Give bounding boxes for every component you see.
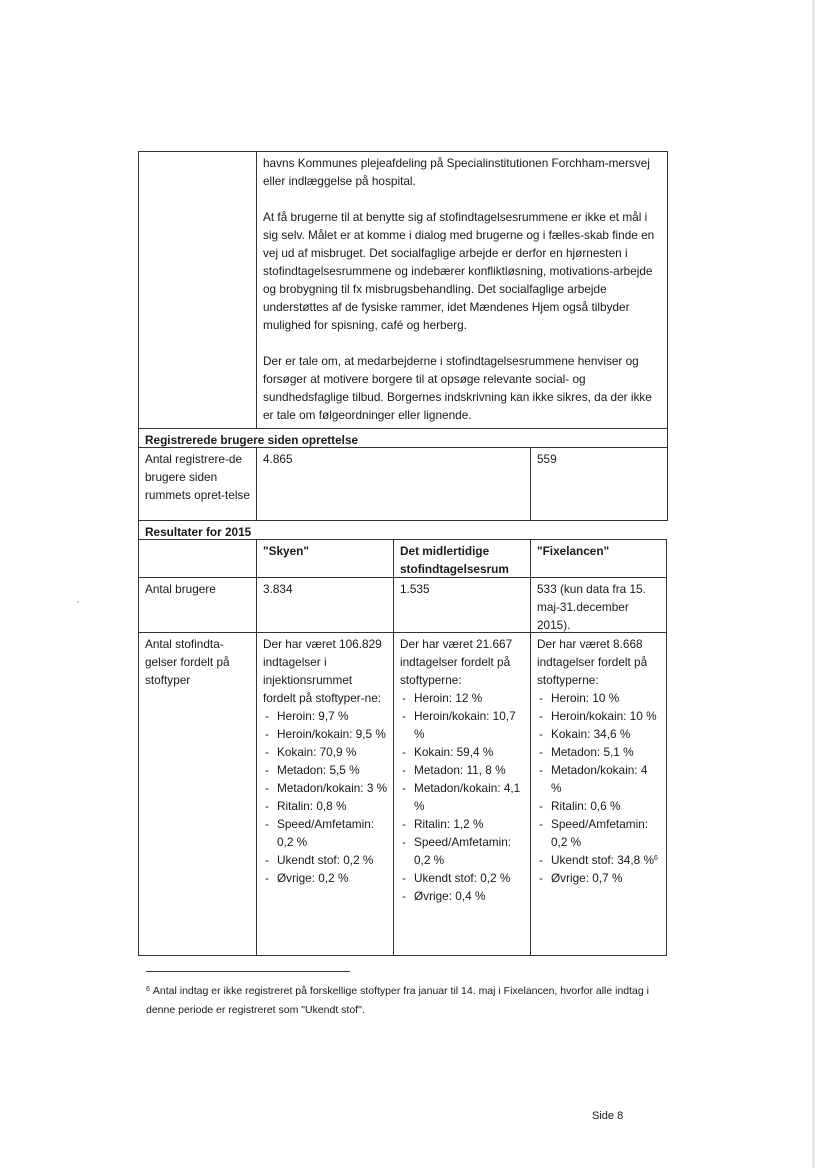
intakes-skyen-cell [257,633,393,955]
list-item: - Speed/Amfetamin: 0,2 % [263,815,388,851]
footnote-number: 6 [146,986,150,993]
footnote-reference[interactable]: 6 [653,855,658,862]
intakes-fixelancen-cell [531,633,666,955]
registered-heading: Registrerede brugere siden oprettelse [145,433,359,447]
footnote [146,982,666,1020]
footnote-text: Antal indtag er ikke registreret på forskellige stoftyper fra januar til 14. maj i Fixelancen, hvorfor alle indtag i denne periode er registreret som "Ukendt stof". [146,985,649,1016]
registered-value-1: 4.865 [263,452,293,466]
users-row-label: Antal brugere [145,582,216,596]
table-border-right-upper [667,151,668,521]
list-item: - Ritalin: 0,8 % [263,797,388,815]
list-item-text: Ukendt stof: 34,8 % [551,853,654,867]
list-item: - Ukendt stof: 0,2 % [400,869,525,887]
list-item: - Heroin: 9,7 % [263,707,388,725]
intro-paragraph-2: At få brugerne til at benytte sig af stofindtagelsesrummene er ikke et mål i sig selv. Målet er at komme i dialog med brugerne og i fælles-skab finde en vej ud af misbruget. Det socialfaglige arbejde er derfor en hjørnesten i stofindtagelsesrummene og indebærer konfliktløsning, motivations-arbejde og brobygning til fx misbrugsbehandling. Det socialfaglige arbejde understøttes af de fysiske rammer, idet Mændenes Hjem også tilbyder mulighed for spisning, café og herberg. [263,210,655,332]
list-item: - Heroin: 10 % [537,689,661,707]
list-item: - Metadon/kokain: 4 % [537,761,661,797]
list-item: - Metadon: 5,1 % [537,743,661,761]
list-item: - Speed/Amfetamin: 0,2 % [400,833,525,869]
users-midlertidige: 1.535 [400,582,430,596]
col-header-skyen: "Skyen" [263,544,309,558]
list-item: - Metadon/kokain: 4,1 % [400,779,525,815]
list-item: - Øvrige: 0,2 % [263,869,388,887]
list-item: - Øvrige: 0,7 % [537,869,661,887]
list-item: - Heroin/kokain: 9,5 % [263,725,388,743]
list-item: - Ritalin: 0,6 % [537,797,661,815]
intakes-midlertidige-cell [394,633,530,955]
list-item: - Kokain: 34,6 % [537,725,661,743]
list-item: - Ukendt stof: 0,2 % [263,851,388,869]
list-item: - Heroin/kokain: 10 % [537,707,661,725]
scan-speck [77,601,79,603]
list-item: - Metadon: 11, 8 % [400,761,525,779]
list-item: - Øvrige: 0,4 % [400,887,525,905]
list-item: - Ritalin: 1,2 % [400,815,525,833]
list-item: - Metadon: 5,5 % [263,761,388,779]
list-item [537,851,661,869]
intro-paragraph-3: Der er tale om, at medarbejderne i stofindtagelsesrummene henviser og forsøger at motivere borgere til at opsøge relevante social- og sundhedsfaglige tilbud. Borgernes indskrivning kan ikke sikres, da der ikke er tale om følgeordninger eller lignende. [263,354,652,422]
intro-paragraph-1: havns Kommunes plejeafdeling på Specialinstitutionen Forchham-mersvej eller indlæggelse på hospital. [263,156,650,188]
table-border-bottom [138,955,667,956]
col-header-fixelancen: "Fixelancen" [537,544,610,558]
results-heading: Resultater for 2015 [145,525,252,539]
intakes-midlertidige-intro: Der har været 21.667 indtagelser fordelt på stoftyperne: [400,637,513,687]
registered-row-label: Antal registrere-de brugere siden rummets opret-telse [145,452,250,502]
table-border-right-lower [666,539,667,956]
users-fixelancen: 533 (kun data fra 15. maj-31.december 2015). [537,582,646,632]
intakes-fixelancen-intro: Der har været 8.668 indtagelser fordelt på stoftyperne: [537,637,648,687]
col-header-midlertidige: Det midlertidige stofindtagelsesrum [400,544,509,576]
page-number: Side 8 [592,1110,624,1122]
intakes-skyen-list [263,707,388,887]
footnote-rule [146,971,350,972]
registered-value-2: 559 [537,452,557,466]
intakes-skyen-intro: Der har været 106.829 indtagelser i injektionsrummet fordelt på stoftyper-ne: [263,637,382,705]
list-item: - Speed/Amfetamin: 0,2 % [537,815,661,851]
list-item: - Heroin/kokain: 10,7 % [400,707,525,743]
users-skyen: 3.834 [263,582,293,596]
intakes-fixelancen-list [537,689,661,887]
list-item: - Kokain: 70,9 % [263,743,388,761]
intakes-midlertidige-list [400,689,525,905]
list-item: - Metadon/kokain: 3 % [263,779,388,797]
scan-edge [812,0,815,1168]
intakes-row-label: Antal stofindta-gelser fordelt på stoftyper [145,637,230,687]
list-item: - Heroin: 12 % [400,689,525,707]
list-item: - Kokain: 59,4 % [400,743,525,761]
intro-text-cell [257,152,667,428]
